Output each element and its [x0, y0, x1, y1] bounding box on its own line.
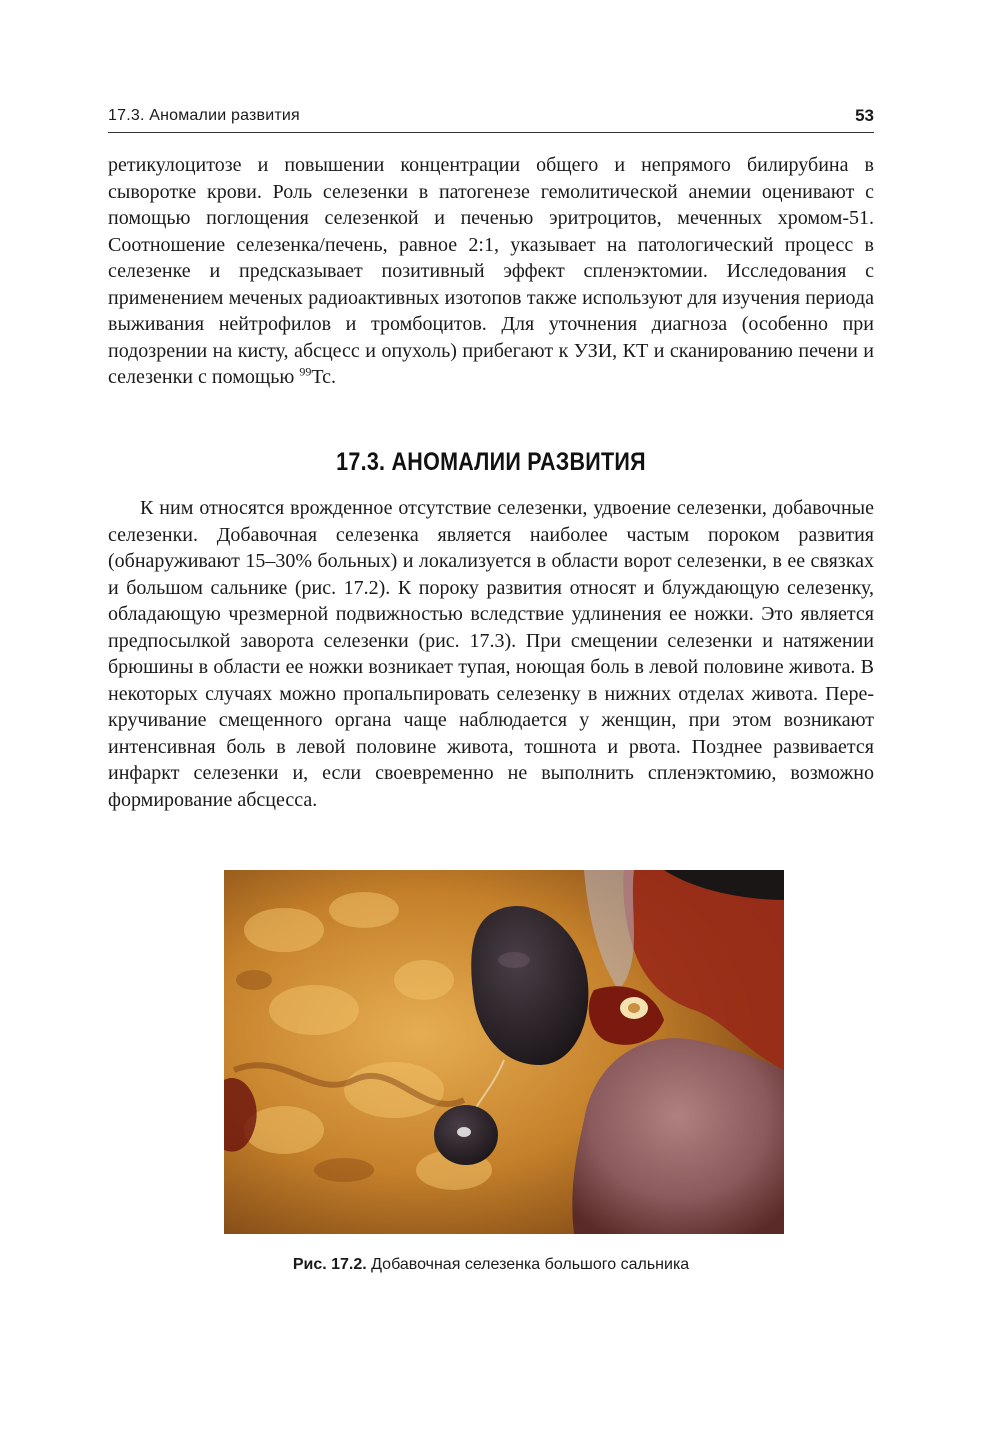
isotope-symbol: Tc. [311, 366, 337, 388]
page-number: 53 [855, 106, 874, 125]
isotope-mass-number: 99 [299, 364, 312, 379]
figure-caption [108, 1256, 874, 1274]
figure-caption-text: Добавочная селезенка большого сальника [371, 1256, 690, 1273]
running-head-title: 17.3. Аномалии развития [108, 107, 300, 124]
surgical-photo-illustration [224, 870, 784, 1234]
section-paragraph: К ним относятся врожденное отсутствие селезенки, удвоение селезенки, добавочные селезенки. Добавочная селезенка является наиболее частым пороком развития (обнаруживают 15–30% больных) и локализуется в области ворот селезенки, в ее связках и большом сальнике (рис. 17.2). К пороку развития относят и блуждающую селезенку, обладающую чрезмерной подвижностью вследствие удлинения ее ножки. Это является предпосылкой заворота селезенки (рис. 17.3). При смещении селезенки и натяжении брюшины в области ее ножки возникает тупая, ноющая боль в левой половине живота. В некоторых случаях можно пропальпировать селезенку в нижних отделах живота. Перекручивание смещенного органа чаще наблюдается у женщин, при этом возникают интенсивная боль в левой половине живота, тошнота и рвота. Позднее развивается инфаркт селезенки и, если своевременно не выполнить спленэктомию, возможно формирование абсцесса. [108, 497, 874, 811]
intro-paragraph [108, 152, 874, 391]
section-heading: 17.3. АНОМАЛИИ РАЗВИТИЯ [336, 448, 646, 476]
running-head [108, 104, 874, 133]
intro-paragraph-text: ретикулоцитозе и повышении концентрации общего и непрямого билирубина в сыворотке крови. Роль селезенки в патогенезе гемолитической анемии оценивают с помощью поглощения селезенкой и печенью эритроцитов, меченных хромом-51. Соотношение селезенка/печень, равное 2:1, указывает на патологический процесс в селезенке и предсказывает позитивный эффект спленэктомии. Исследования с применением меченых радиоактивных изотопов также используют для изучения периода выживания нейтрофилов и тромбоцитов. Для уточнения диагноза (особенно при подозрении на кисту, абсцесс и опухоль) прибегают к УЗИ, КТ и сканированию печени и селезенки с помощью [108, 154, 874, 388]
figure-label: Рис. 17.2. [292, 1256, 367, 1273]
figure-accessory-spleen-photo [224, 870, 784, 1234]
